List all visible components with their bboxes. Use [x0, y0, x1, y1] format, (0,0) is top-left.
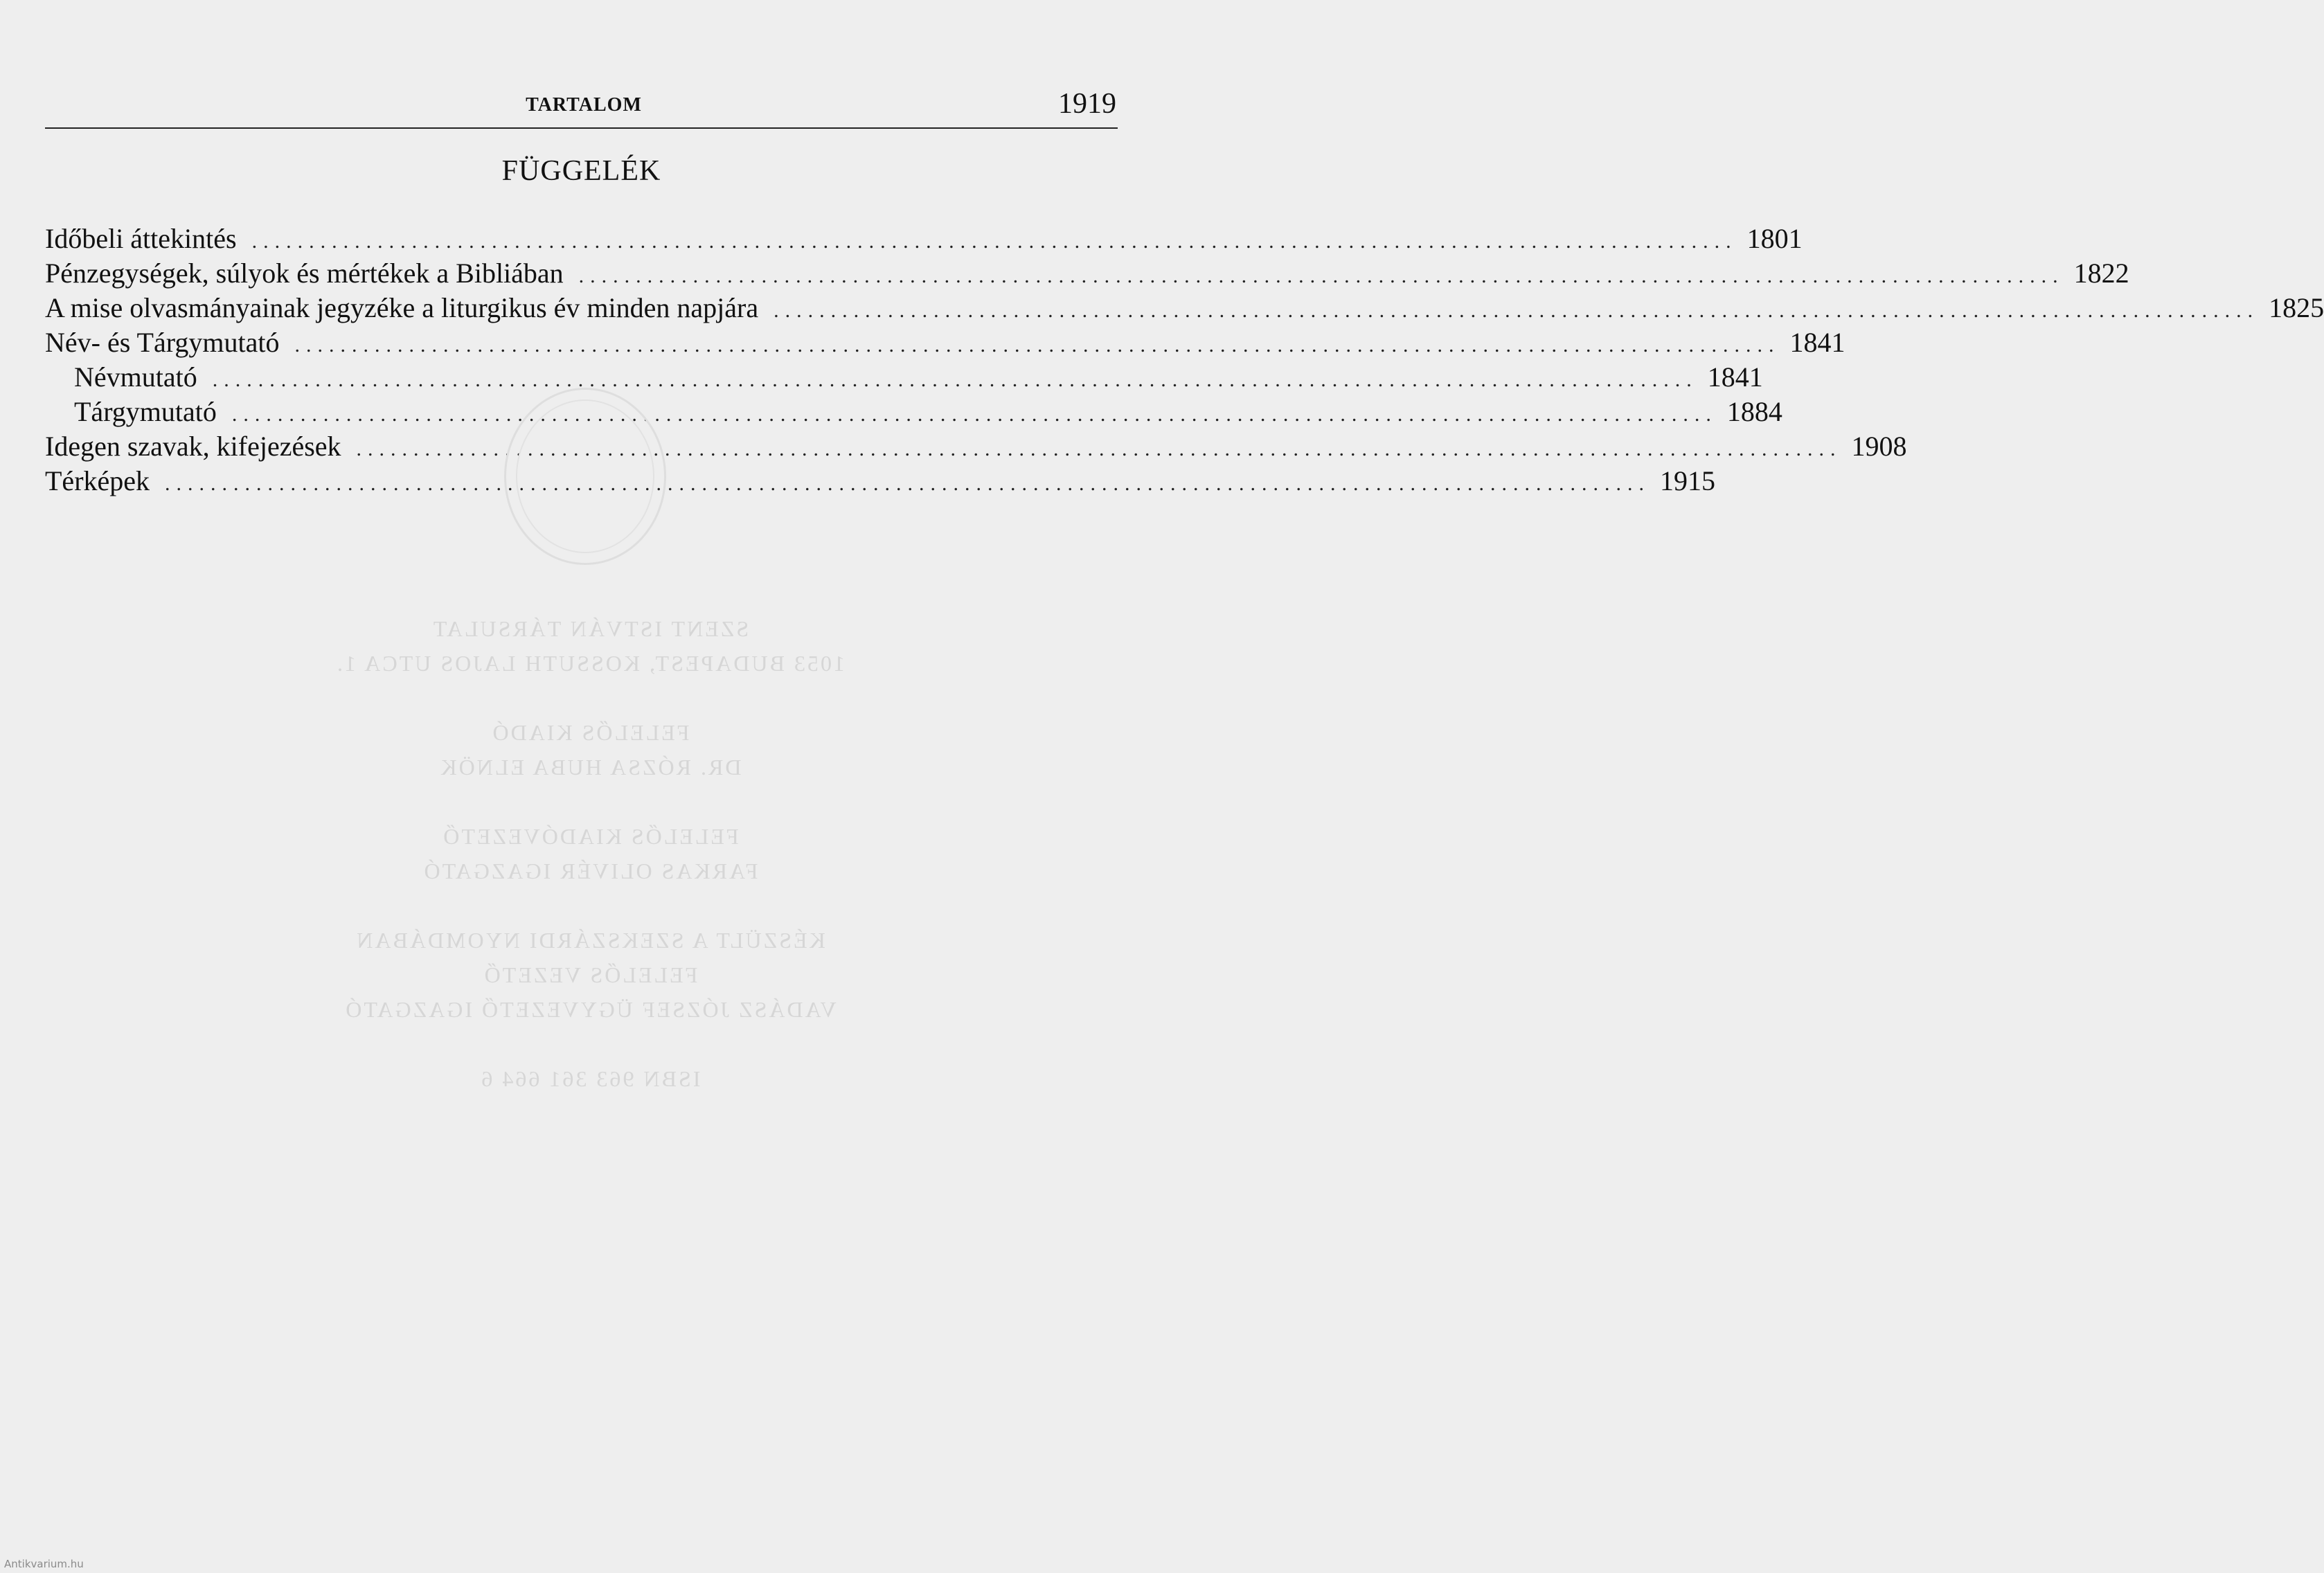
- toc-entry-page: 1801: [1746, 223, 1803, 254]
- show-through-line: KÉSZÜLT A SZEKSZÁRDI NYOMDÁBAN: [355, 928, 825, 953]
- toc-entry-label: Időbeli áttekintés: [45, 223, 237, 254]
- show-through-line: ISBN 963 361 664 6: [479, 1066, 701, 1091]
- toc-leader-dots: ..................................................................................................................................: [212, 368, 1698, 391]
- toc-entry-label: Névmutató: [74, 361, 197, 393]
- toc-entry-page: 1841: [1707, 361, 1763, 393]
- toc-entry-label: A mise olvasmányainak jegyzéke a liturgikus év minden napjára: [45, 292, 759, 323]
- header-page-number: 1919: [1058, 88, 1116, 120]
- toc-entry-page: 1908: [1851, 431, 1907, 462]
- show-through-line: FELELŐS KIADÓVEZETŐ: [441, 824, 739, 849]
- toc-entry-page: 1884: [1726, 396, 1782, 427]
- show-through-line: SZENT ISTVÁN TÁRSULAT: [431, 616, 749, 641]
- header-rule: [45, 127, 1118, 129]
- toc-entry-page: 1822: [2073, 258, 2129, 289]
- toc-entry-label: Tárgymutató: [74, 396, 217, 427]
- toc-entry-label: Idegen szavak, kifejezések: [45, 431, 341, 462]
- toc-entry-page: 1825: [2269, 292, 2324, 323]
- toc-entry-label: Pénzegységek, súlyok és mértékek a Bibliában: [45, 258, 564, 289]
- toc-entry: [45, 256, 2129, 291]
- toc-leader-dots: ..................................................................................................................................: [774, 299, 2260, 322]
- toc-entry-label: Név- és Tárgymutató: [45, 327, 280, 358]
- watermark-text: Antikvarium.hu: [4, 1558, 84, 1570]
- toc-entry: [45, 222, 1803, 256]
- toc-entry-label: Térképek: [45, 465, 150, 496]
- toc-leader-dots: ..................................................................................................................................: [294, 334, 1780, 357]
- toc-leader-dots: ..................................................................................................................................: [356, 438, 1842, 460]
- toc-entry-page: 1915: [1660, 465, 1716, 496]
- toc-leader-dots: ..................................................................................................................................: [165, 472, 1651, 495]
- toc-entry: [45, 291, 2324, 325]
- show-through-line: FELELŐS KIADÓ: [490, 720, 690, 745]
- section-title: FÜGGELÉK: [501, 155, 661, 187]
- show-through-line: FELELŐS VEZETŐ: [482, 962, 698, 987]
- show-through-line: VADÁSZ JÓZSEF ÜGYVEZETŐ IGAZGATÓ: [343, 997, 837, 1022]
- show-through-line: 1053 BUDAPEST, KOSSUTH LAJOS UTCA 1.: [335, 651, 845, 676]
- toc-leader-dots: ..................................................................................................................................: [578, 264, 2064, 287]
- show-through-line: DR. RÓZSA HUBA ELNÖK: [438, 755, 742, 780]
- toc-entry-page: 1841: [1789, 327, 1845, 358]
- toc-entry: [45, 325, 1845, 360]
- header-title: TARTALOM: [526, 94, 642, 116]
- show-through-line: FARKAS OLIVÉR IGAZGATÓ: [422, 859, 758, 883]
- toc-leader-dots: ..................................................................................................................................: [251, 230, 1737, 253]
- show-through-seal-emblem: [504, 388, 666, 565]
- toc-leader-dots: ..................................................................................................................................: [231, 403, 1717, 426]
